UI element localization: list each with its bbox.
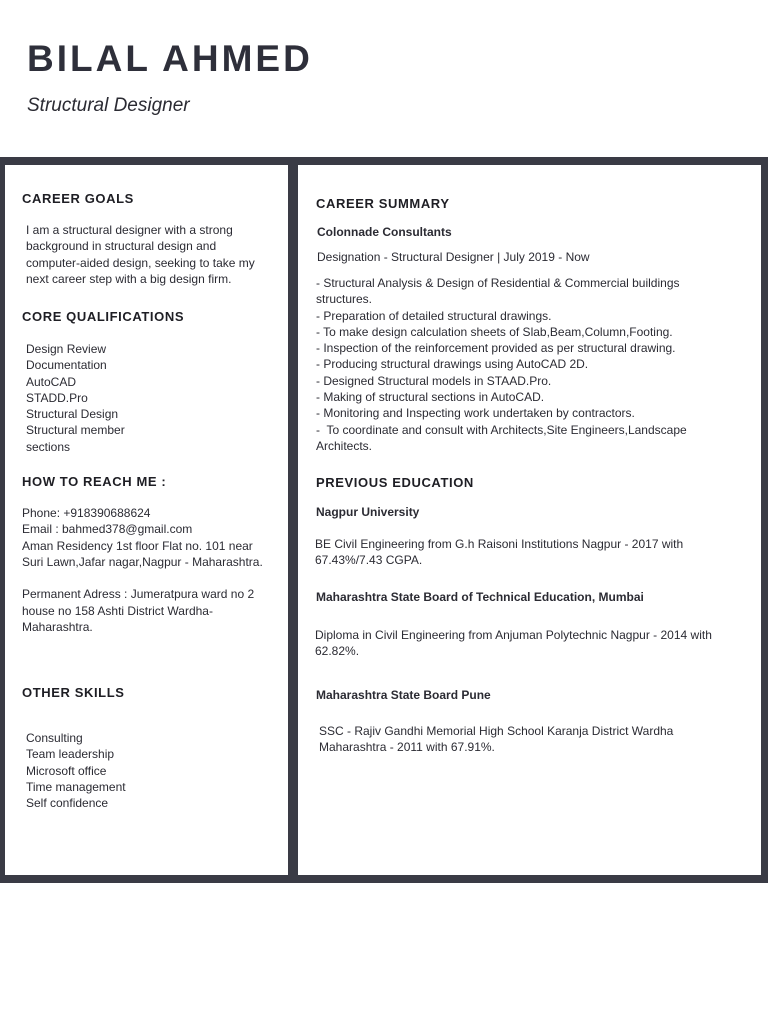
right-column <box>298 165 761 875</box>
permanent-address: Permanent Adress : Jumeratpura ward no 2 house no 158 Ashti District Wardha- Maharashtra. <box>22 587 255 635</box>
skill-item: Microsoft office <box>26 763 107 778</box>
candidate-name: BILAL AHMED <box>27 38 313 79</box>
duty-item: - Designed Structural models in STAAD.Pro. <box>316 373 552 388</box>
education-institution: Maharashtra State Board Pune <box>316 688 491 702</box>
core-qualifications-list <box>26 341 125 455</box>
career-goals-heading: CAREER GOALS <box>22 191 134 206</box>
company-name: Colonnade Consultants <box>317 225 452 239</box>
designation: Designation - Structural Designer | July 2019 - Now <box>317 250 590 264</box>
duty-item: - Structural Analysis & Design of Residential & Commercial buildings structures. <box>316 276 680 307</box>
duty-item: - To coordinate and consult with Architects,Site Engineers,Landscape Architects. <box>316 422 730 453</box>
other-skills-heading: OTHER SKILLS <box>22 685 125 700</box>
current-address: Aman Residency 1st floor Flat no. 101 near Suri Lawn,Jafar nagar,Nagpur - Maharashtra. <box>22 538 263 569</box>
contact-heading: HOW TO REACH ME : <box>22 474 167 489</box>
duty-item: - Making of structural sections in AutoCAD. <box>316 390 545 405</box>
education-institution: Nagpur University <box>316 505 420 519</box>
qualification-item: AutoCAD <box>26 374 77 389</box>
candidate-role: Structural Designer <box>27 95 190 116</box>
skill-item: Time management <box>26 779 126 794</box>
education-institution: Maharashtra State Board of Technical Education, Mumbai <box>316 590 644 604</box>
career-goals-text: I am a structural designer with a strong background in structural design and computer-aided design, seeking to take my next career step with a big design firm. <box>26 223 255 286</box>
duty-item: - Inspection of the reinforcement provided as per structural drawing. <box>316 341 676 356</box>
qualification-item: Design Review <box>26 342 107 356</box>
career-summary-heading: CAREER SUMMARY <box>316 196 450 211</box>
skill-item: Self confidence <box>26 796 109 811</box>
email-address: Email : bahmed378@gmail.com <box>22 522 193 537</box>
qualification-item: Structural member <box>26 423 125 438</box>
skill-item: Consulting <box>26 731 83 745</box>
left-column <box>5 165 288 875</box>
qualification-item: Structural Design <box>26 407 119 422</box>
qualification-item: STADD.Pro <box>26 390 88 405</box>
education-detail: SSC - Rajiv Gandhi Memorial High School Karanja District Wardha Maharashtra - 2011 with 67.91%. <box>319 724 674 755</box>
duty-item: - To make design calculation sheets of Slab,Beam,Column,Footing. <box>316 324 673 339</box>
education-heading: PREVIOUS EDUCATION <box>316 475 474 490</box>
qualification-item: sections <box>26 439 71 454</box>
duty-item: - Producing structural drawings using AutoCAD 2D. <box>316 357 589 372</box>
other-skills-list <box>26 730 126 811</box>
spacer <box>22 570 267 586</box>
qualification-item: Documentation <box>26 358 107 373</box>
duties-list <box>316 275 730 454</box>
duty-item: - Monitoring and Inspecting work undertaken by contractors. <box>316 406 635 421</box>
education-detail: Diploma in Civil Engineering from Anjuman Polytechnic Nagpur - 2014 with 62.82%. <box>315 628 712 659</box>
core-qualifications-heading: CORE QUALIFICATIONS <box>22 309 185 324</box>
education-detail: BE Civil Engineering from G.h Raisoni Institutions Nagpur - 2017 with 67.43%/7.43 CGPA. <box>315 537 684 568</box>
phone-number: Phone: +918390688624 <box>22 506 151 520</box>
skill-item: Team leadership <box>26 747 115 762</box>
contact-block <box>22 505 267 635</box>
duty-item: - Preparation of detailed structural drawings. <box>316 308 552 323</box>
